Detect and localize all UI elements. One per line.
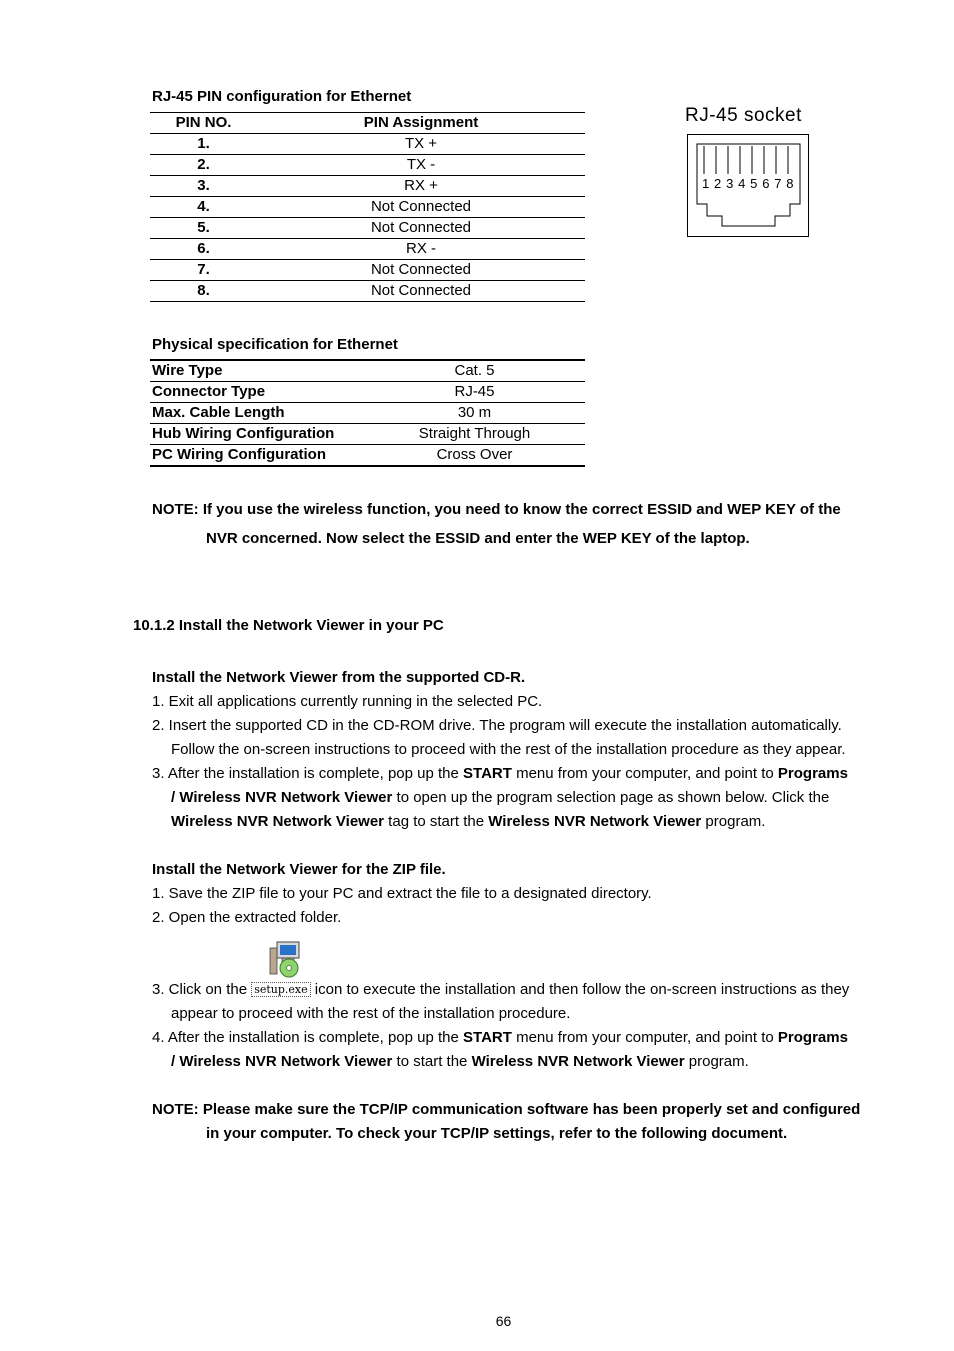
- spec-value: Cross Over: [362, 445, 585, 467]
- cd-step-2: 2. Insert the supported CD in the CD-ROM drive. The program will execute the installation automatically.: [152, 717, 842, 734]
- cd-step-2-cont: Follow the on-screen instructions to proceed with the rest of the installation procedure as they appear.: [171, 741, 846, 758]
- text-bold: Wireless NVR Network Viewer: [488, 813, 702, 830]
- pin-no: 3.: [150, 176, 257, 197]
- pin-assignment-header: PIN Assignment: [257, 113, 585, 134]
- spec-key: Hub Wiring Configuration: [150, 424, 362, 445]
- text: menu from your computer, and point to: [511, 765, 778, 782]
- text: tag to start the: [384, 813, 489, 830]
- text: program.: [684, 1053, 749, 1070]
- rj45-socket-diagram: [687, 134, 809, 237]
- table-row: [150, 260, 585, 281]
- cd-step-3-cont2: [171, 813, 765, 830]
- zip-step-2: 2. Open the extracted folder.: [152, 909, 342, 926]
- text-bold: / Wireless NVR Network Viewer: [171, 789, 393, 806]
- text-bold: Programs: [777, 1029, 848, 1046]
- pin-assignment: TX +: [257, 134, 585, 155]
- zip-install-heading: Install the Network Viewer for the ZIP file.: [152, 861, 446, 878]
- pin-no: 1.: [150, 134, 257, 155]
- text-bold: Wireless NVR Network Viewer: [471, 1053, 685, 1070]
- spec-table: [150, 359, 585, 467]
- pin-no: 8.: [150, 281, 257, 302]
- zip-step-3: [152, 981, 849, 998]
- spec-value: Cat. 5: [362, 360, 585, 382]
- pin-assignment: Not Connected: [257, 260, 585, 281]
- socket-label: RJ-45 socket: [685, 105, 802, 126]
- text-bold: START: [463, 765, 512, 782]
- text: to open up the program selection page as shown below. Click the: [392, 789, 830, 806]
- text: 4. After the installation is complete, pop up the: [152, 1029, 464, 1046]
- zip-step-4: [152, 1029, 848, 1046]
- spec-value: Straight Through: [362, 424, 585, 445]
- zip-step-1: 1. Save the ZIP file to your PC and extract the file to a designated directory.: [152, 885, 652, 902]
- setup-exe-label: setup.exe: [251, 982, 310, 997]
- pin-no: 7.: [150, 260, 257, 281]
- spec-key: Max. Cable Length: [150, 403, 362, 424]
- pin-assignment: Not Connected: [257, 281, 585, 302]
- spec-key: Connector Type: [150, 382, 362, 403]
- table-row: [150, 403, 585, 424]
- text: to start the: [392, 1053, 472, 1070]
- pin-table-title: RJ-45 PIN configuration for Ethernet: [152, 88, 412, 105]
- text: program.: [701, 813, 766, 830]
- cd-step-3-cont1: [171, 789, 829, 806]
- table-row: [150, 382, 585, 403]
- note-tcpip-line2: in your computer. To check your TCP/IP settings, refer to the following document.: [206, 1125, 788, 1142]
- cd-step-1: 1. Exit all applications currently running in the selected PC.: [152, 693, 543, 710]
- spec-table-title: Physical specification for Ethernet: [152, 336, 398, 353]
- zip-step-4-cont: [171, 1053, 749, 1070]
- pin-no: 5.: [150, 218, 257, 239]
- cd-step-3: [152, 765, 848, 782]
- pin-table: [150, 112, 585, 302]
- table-row: [150, 218, 585, 239]
- text: 3. After the installation is complete, pop up the: [152, 765, 464, 782]
- pin-assignment: TX -: [257, 155, 585, 176]
- table-row: [150, 445, 585, 467]
- setup-installer-icon: [268, 940, 308, 978]
- note-wireless-line2: NVR concerned. Now select the ESSID and enter the WEP KEY of the laptop.: [206, 530, 750, 547]
- text-bold: Programs: [777, 765, 848, 782]
- text-bold: START: [463, 1029, 512, 1046]
- cd-install-heading: Install the Network Viewer from the supported CD-R.: [152, 669, 526, 686]
- pin-assignment: RX -: [257, 239, 585, 260]
- text: icon to execute the installation and then follow the on-screen instructions as they: [310, 981, 850, 998]
- zip-step-3-cont: appear to proceed with the rest of the installation procedure.: [171, 1005, 571, 1022]
- section-title: 10.1.2 Install the Network Viewer in your PC: [133, 617, 444, 634]
- spec-value: 30 m: [362, 403, 585, 424]
- pin-assignment: Not Connected: [257, 197, 585, 218]
- pin-no: 6.: [150, 239, 257, 260]
- text-bold: / Wireless NVR Network Viewer: [171, 1053, 393, 1070]
- table-row: [150, 424, 585, 445]
- table-row: [150, 155, 585, 176]
- note-tcpip-line1: NOTE: Please make sure the TCP/IP communication software has been properly set and configured: [152, 1101, 861, 1118]
- table-row: [150, 176, 585, 197]
- table-row: [150, 360, 585, 382]
- pin-no: 4.: [150, 197, 257, 218]
- pin-assignment: Not Connected: [257, 218, 585, 239]
- table-row: [150, 197, 585, 218]
- spec-value: RJ-45: [362, 382, 585, 403]
- spec-key: PC Wiring Configuration: [150, 445, 362, 467]
- text: menu from your computer, and point to: [511, 1029, 778, 1046]
- pin-table-header: [150, 113, 585, 134]
- pin-assignment: RX +: [257, 176, 585, 197]
- pin-no: 2.: [150, 155, 257, 176]
- page-number: 66: [495, 1313, 512, 1329]
- table-row: [150, 134, 585, 155]
- table-row: [150, 239, 585, 260]
- spec-key: Wire Type: [150, 360, 362, 382]
- pin-no-header: PIN NO.: [150, 113, 257, 134]
- socket-pin-numbers: 1 2 3 4 5 6 7 8: [702, 176, 795, 191]
- note-wireless-line1: NOTE: If you use the wireless function, you need to know the correct ESSID and WEP KEY of the: [152, 501, 841, 518]
- text-bold: Wireless NVR Network Viewer: [171, 813, 385, 830]
- text: 3. Click on the: [152, 981, 252, 998]
- table-row: [150, 281, 585, 302]
